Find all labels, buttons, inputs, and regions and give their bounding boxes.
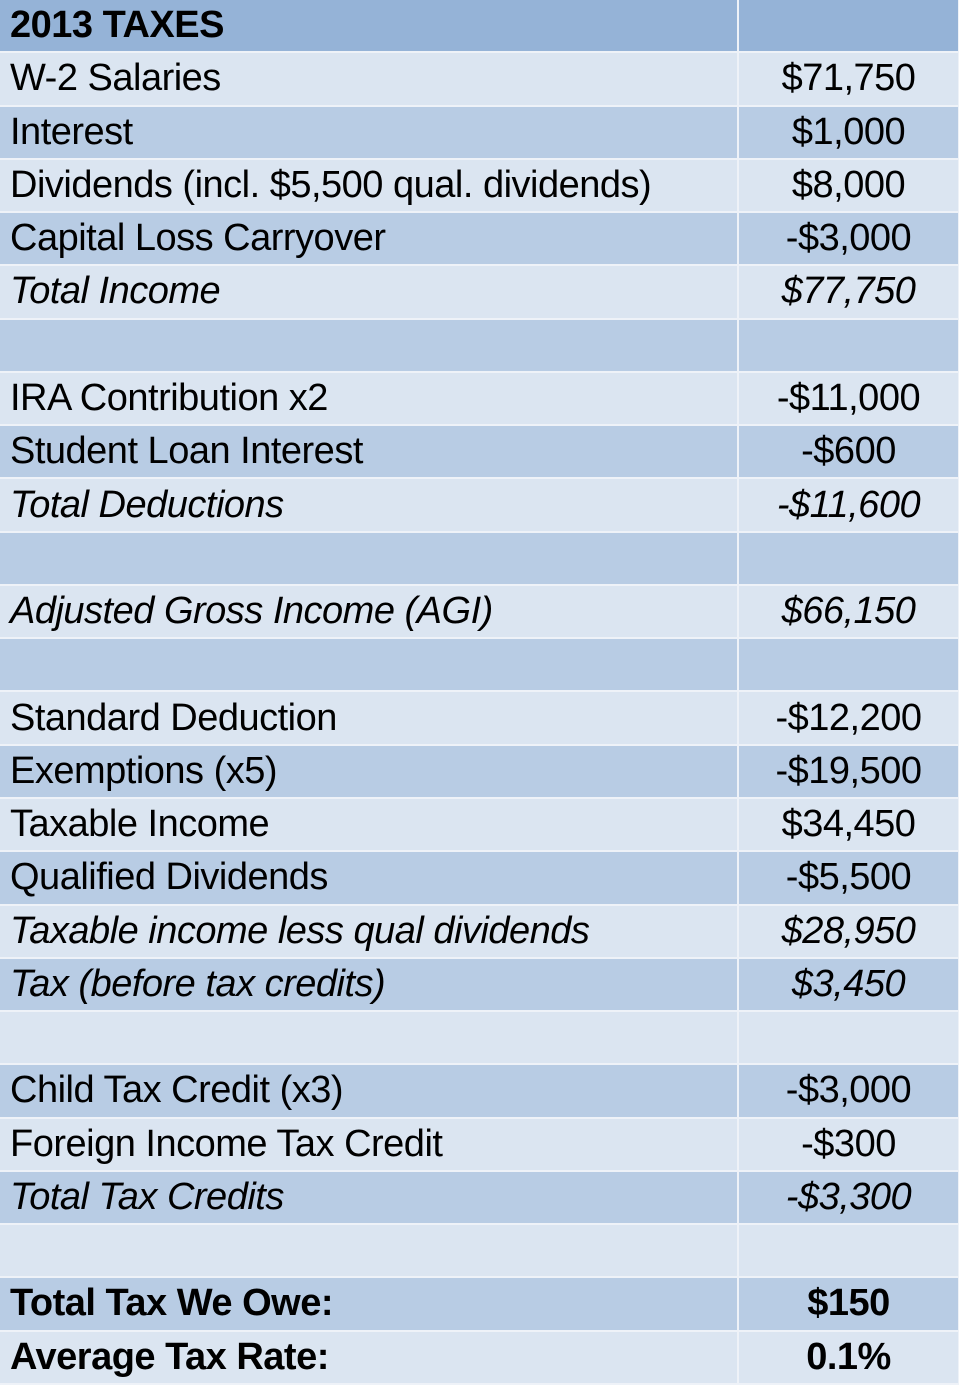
table-row-foreign-tax-credit xyxy=(0,1118,959,1171)
row-value[interactable]: $1,000 xyxy=(738,106,959,159)
row-value[interactable]: -$11,000 xyxy=(738,372,959,425)
row-label[interactable]: Adjusted Gross Income (AGI) xyxy=(0,585,738,638)
table-row-blank xyxy=(0,1224,959,1277)
header-empty-cell[interactable] xyxy=(738,0,959,52)
row-label[interactable]: Total Deductions xyxy=(0,478,738,531)
row-value[interactable]: -$11,600 xyxy=(738,478,959,531)
table-row-blank xyxy=(0,1011,959,1064)
row-label[interactable]: Average Tax Rate: xyxy=(0,1331,738,1384)
row-value[interactable]: $8,000 xyxy=(738,159,959,212)
table-row-ira-contribution xyxy=(0,372,959,425)
row-value[interactable]: -$3,000 xyxy=(738,212,959,265)
table-row-blank xyxy=(0,638,959,691)
row-label[interactable]: Exemptions (x5) xyxy=(0,745,738,798)
row-label[interactable]: Student Loan Interest xyxy=(0,425,738,478)
row-value[interactable] xyxy=(738,1224,959,1277)
header-row xyxy=(0,0,959,52)
row-value[interactable]: $150 xyxy=(738,1277,959,1330)
row-label[interactable]: Taxable Income xyxy=(0,798,738,851)
row-label[interactable]: Total Tax Credits xyxy=(0,1171,738,1224)
table-row-capital-loss xyxy=(0,212,959,265)
row-value[interactable]: $66,150 xyxy=(738,585,959,638)
row-label[interactable]: Dividends (incl. $5,500 qual. dividends) xyxy=(0,159,738,212)
row-label[interactable]: Taxable income less qual dividends xyxy=(0,905,738,958)
row-value[interactable]: $3,450 xyxy=(738,958,959,1011)
row-value[interactable] xyxy=(738,638,959,691)
row-value[interactable]: -$19,500 xyxy=(738,745,959,798)
table-row-child-tax-credit xyxy=(0,1064,959,1117)
row-value[interactable]: $71,750 xyxy=(738,52,959,105)
row-value[interactable]: -$3,300 xyxy=(738,1171,959,1224)
row-label[interactable] xyxy=(0,1224,738,1277)
row-value[interactable]: $28,950 xyxy=(738,905,959,958)
sheet-title[interactable]: 2013 TAXES xyxy=(0,0,738,52)
row-label[interactable]: Tax (before tax credits) xyxy=(0,958,738,1011)
table-row-taxable-income xyxy=(0,798,959,851)
row-label[interactable]: IRA Contribution x2 xyxy=(0,372,738,425)
row-label[interactable] xyxy=(0,638,738,691)
table-row-total-deductions xyxy=(0,478,959,531)
row-value[interactable]: -$3,000 xyxy=(738,1064,959,1117)
table-row-student-loan-interest xyxy=(0,425,959,478)
table-row-exemptions xyxy=(0,745,959,798)
row-label[interactable]: Total Tax We Owe: xyxy=(0,1277,738,1330)
row-label[interactable] xyxy=(0,532,738,585)
table-row-agi xyxy=(0,585,959,638)
row-label[interactable]: Child Tax Credit (x3) xyxy=(0,1064,738,1117)
row-label[interactable]: Foreign Income Tax Credit xyxy=(0,1118,738,1171)
table-row-blank xyxy=(0,532,959,585)
row-label[interactable]: Qualified Dividends xyxy=(0,851,738,904)
row-value[interactable] xyxy=(738,1011,959,1064)
row-value[interactable] xyxy=(738,532,959,585)
table-row-tax-before-credits xyxy=(0,958,959,1011)
row-value[interactable]: -$12,200 xyxy=(738,691,959,744)
row-label[interactable]: Total Income xyxy=(0,265,738,318)
table-row-total-income xyxy=(0,265,959,318)
table-row-average-tax-rate xyxy=(0,1331,959,1384)
table-row-w2-salaries xyxy=(0,52,959,105)
row-value[interactable]: -$300 xyxy=(738,1118,959,1171)
table-row-blank xyxy=(0,319,959,372)
row-label[interactable]: Standard Deduction xyxy=(0,691,738,744)
row-value[interactable]: -$5,500 xyxy=(738,851,959,904)
row-label[interactable] xyxy=(0,319,738,372)
row-value[interactable] xyxy=(738,319,959,372)
row-value[interactable]: $34,450 xyxy=(738,798,959,851)
table-row-dividends xyxy=(0,159,959,212)
row-label[interactable]: W-2 Salaries xyxy=(0,52,738,105)
row-label[interactable] xyxy=(0,1011,738,1064)
row-label[interactable]: Interest xyxy=(0,106,738,159)
row-value[interactable]: 0.1% xyxy=(738,1331,959,1384)
table-row-qualified-dividends xyxy=(0,851,959,904)
row-label[interactable]: Capital Loss Carryover xyxy=(0,212,738,265)
row-value[interactable]: $77,750 xyxy=(738,265,959,318)
table-row-interest xyxy=(0,106,959,159)
table-row-total-tax-owed xyxy=(0,1277,959,1330)
table-row-standard-deduction xyxy=(0,691,959,744)
row-value[interactable]: -$600 xyxy=(738,425,959,478)
table-row-total-tax-credits xyxy=(0,1171,959,1224)
table-row-taxable-less-qual xyxy=(0,905,959,958)
